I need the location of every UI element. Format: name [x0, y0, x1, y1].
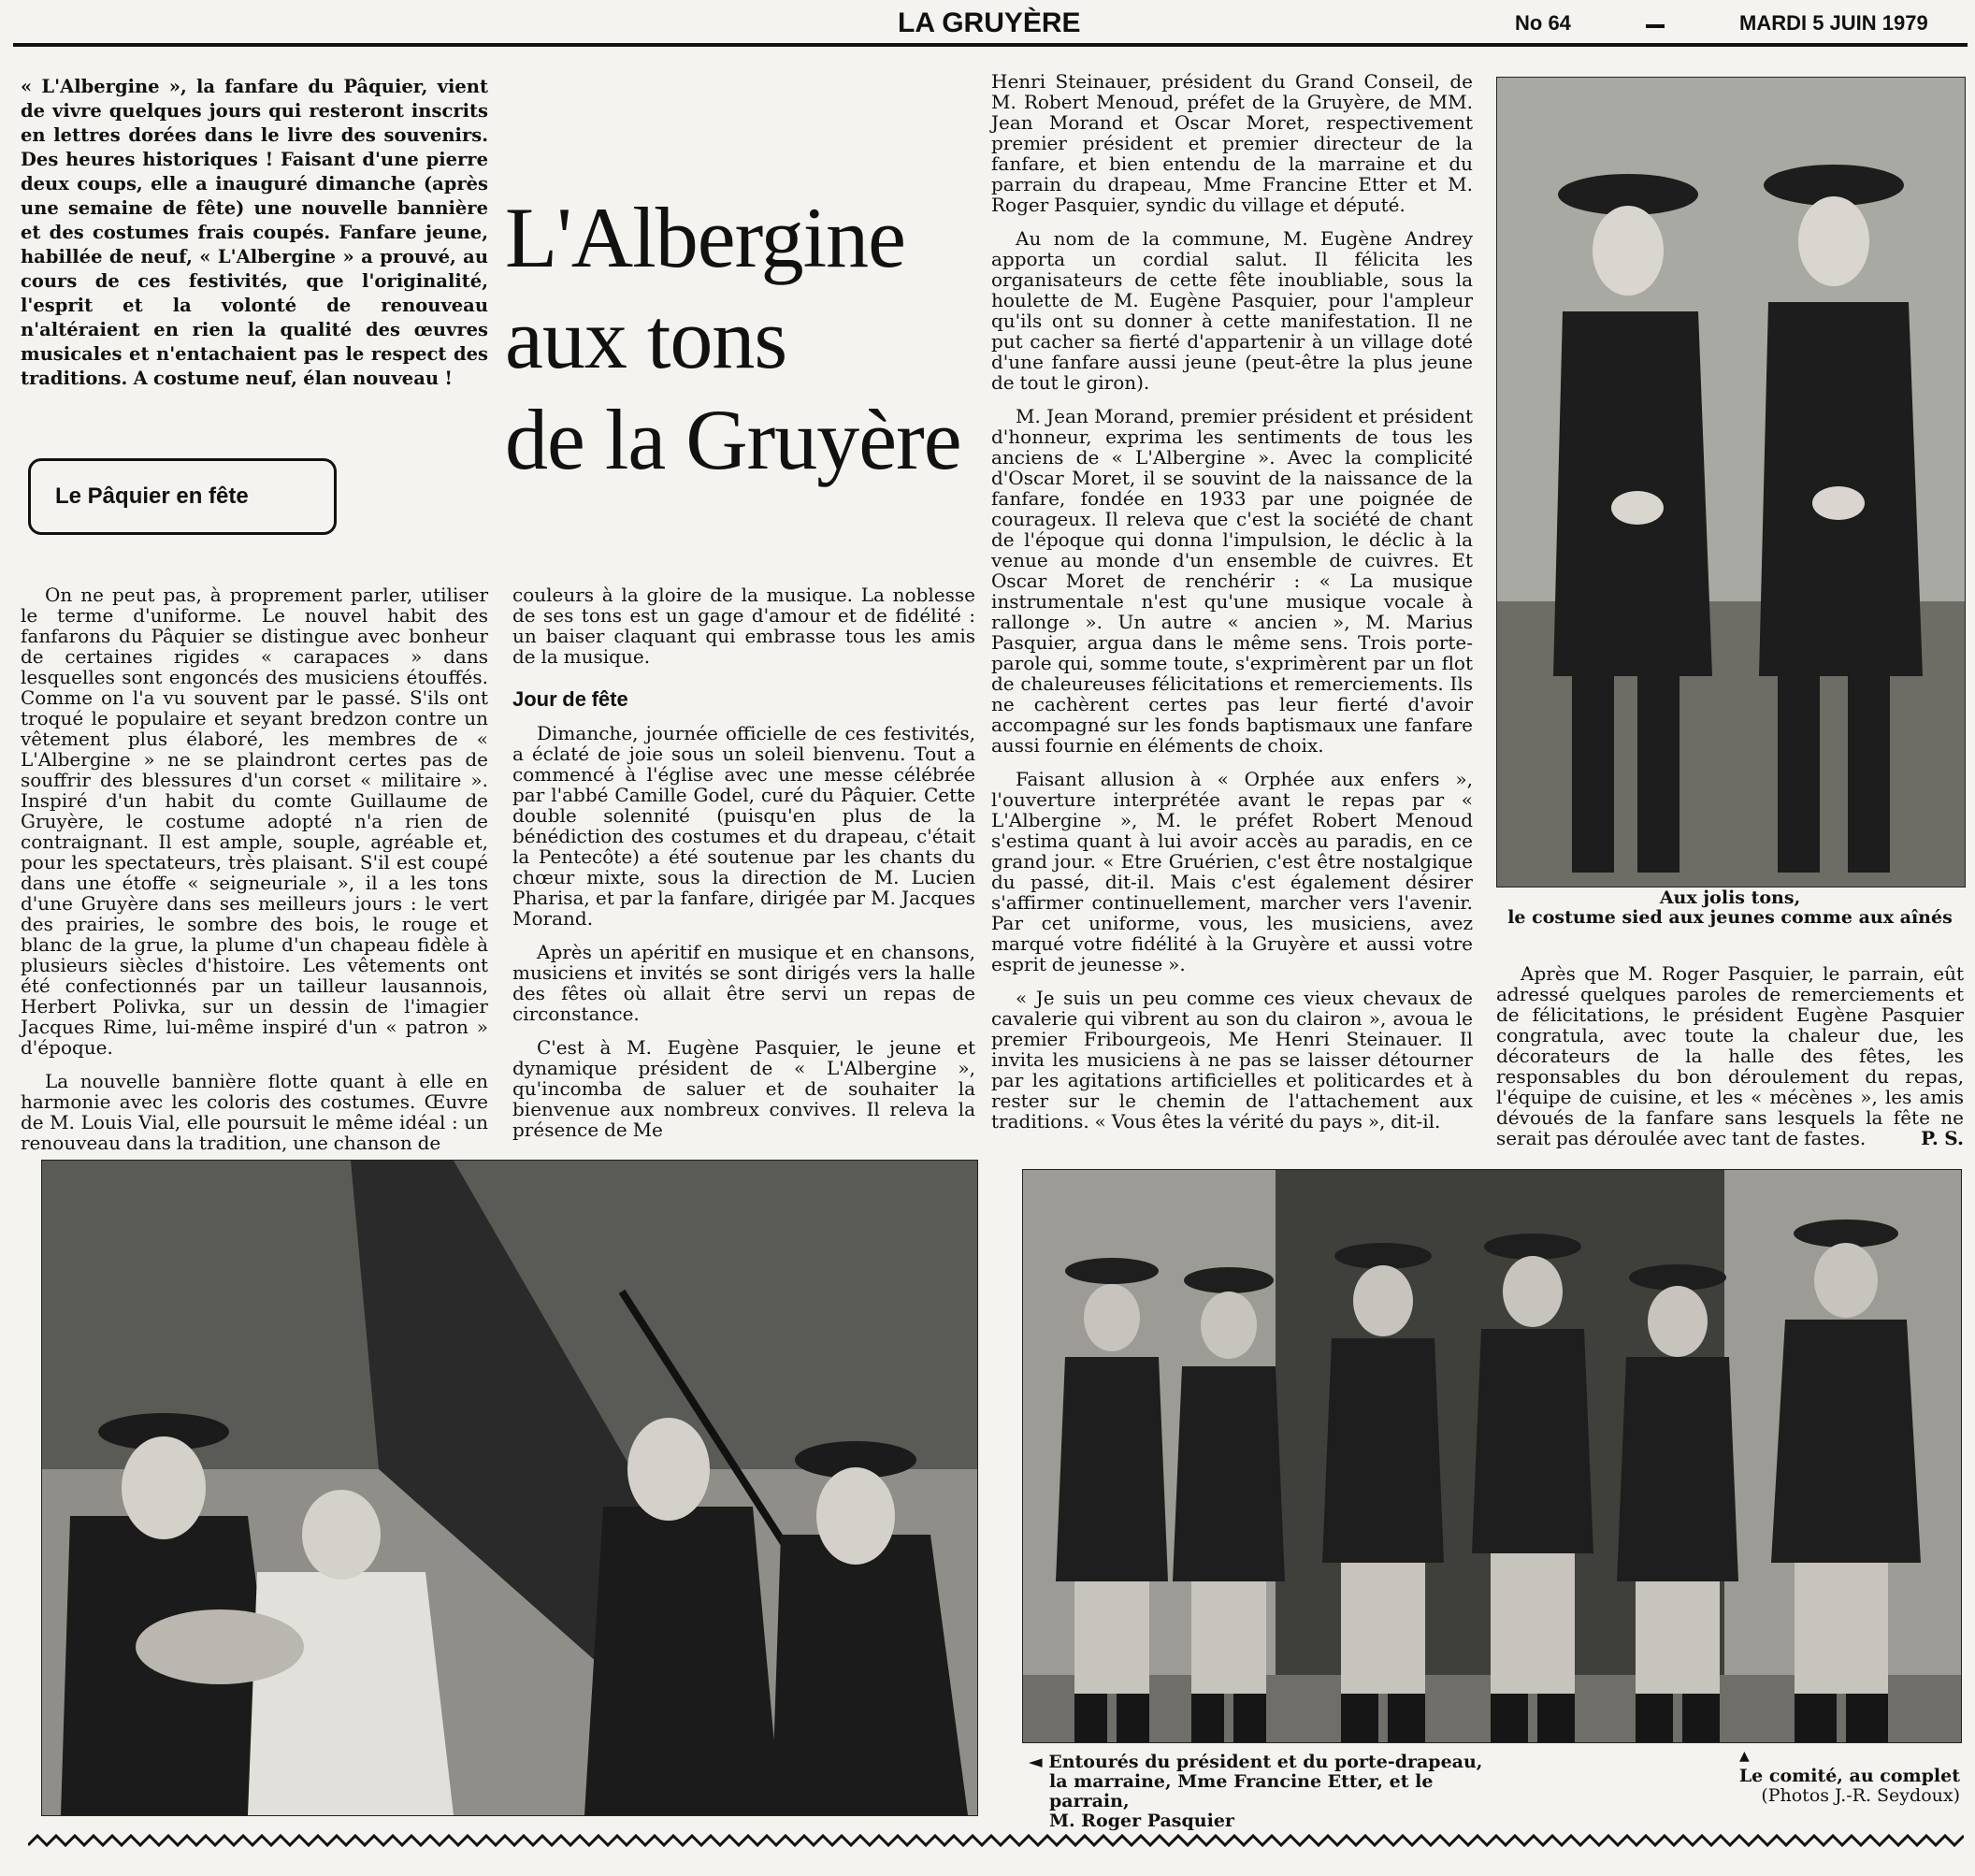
- caption-line: Le comité, au complet: [1738, 1766, 1960, 1786]
- headline-line-3: de la Gruyère: [505, 392, 961, 487]
- wavy-rule-graphic: [28, 1834, 1964, 1847]
- col2-paragraph: C'est à M. Eugène Pasquier, le jeune et dynamique président de « L'Albergine », qu'incomba de saluer et de souhaiter la bienvenue aux nombreux convives. Il releva la présence de Me: [512, 1036, 975, 1141]
- photo-banner-group: [41, 1160, 978, 1816]
- caption-line: ◄ Entourés du président et du porte-drapeau,: [1029, 1752, 1483, 1772]
- headline-line-2: aux tons: [505, 291, 787, 386]
- col1-paragraph: La nouvelle bannière flotte quant à elle en harmonie avec les coloris des costumes. Œuvre de M. Louis Vial, elle poursuit le même idéal : un renouveau dans la tradition, une chanson de: [21, 1070, 488, 1154]
- article-column-4: [1496, 963, 1964, 1148]
- photo-committee-graphic: [1023, 1170, 1961, 1742]
- masthead-issue-number: No 64: [1515, 11, 1571, 35]
- caption-arrow: ▲: [1739, 1749, 1750, 1764]
- photo-banner-group-graphic: [42, 1161, 977, 1815]
- intro-paragraph: « L'Albergine », la fanfare du Pâquier, vient de vivre quelques jours qui resteront inscrits en lettres dorées dans le livre des souvenirs. Des heures historiques ! Faisant d'une pierre deux coups, elle a inauguré dimanche (après une semaine de fête) une nouvelle bannière et des costumes frais coupés. Fanfare jeune, habillée de neuf, « L'Albergine » a prouvé, au cours de ces festivités, que l'originalité, l'esprit et la volonté de renouveau n'altéraient en rien la qualité des œuvres musicales et n'entachaient pas le respect des traditions. A costume neuf, élan nouveau !: [21, 76, 488, 389]
- caption-line: le costume sied aux jeunes comme aux aînés: [1507, 907, 1953, 928]
- kicker-box: [28, 458, 337, 535]
- caption-line: Aux jolis tons,: [1659, 887, 1801, 908]
- article-column-1: [21, 584, 488, 1166]
- col2-paragraph: Après un apéritif en musique et en chansons, musiciens et invités se sont dirigés vers la halle des fêtes où allait être servi un repas de circonstance.: [512, 941, 975, 1025]
- caption-line: M. Roger Pasquier: [1049, 1811, 1234, 1831]
- col2-paragraph: Dimanche, journée officielle de ces festivités, a éclaté de joie sous un soleil bienvenu. Tout a commencé à l'église avec une messe célébrée par l'abbé Camille Godel, curé du Pâquier. Cette double solennité (puisqu'en plus de la bénédiction des costumes et du drapeau, c'était la Pentecôte) a été soutenue par les chants du chœur mixte, sous la direction de M. Lucien Pharisa, et par la fanfare, dirigée par M. Jacques Morand.: [512, 722, 975, 930]
- signature: P. S.: [1921, 1127, 1964, 1149]
- photo-two-musicians-graphic: [1497, 78, 1965, 887]
- caption-line: la marraine, Mme Francine Etter, et le parrain,: [1049, 1771, 1434, 1811]
- col3-paragraph: Au nom de la commune, M. Eugène Andrey apporta un cordial salut. Il félicita les organisateurs de cette fête inoubliable, sous la houlette de M. Eugène Pasquier, pour l'ampleur qu'ils ont su donner à cette manifestation. Il ne put cacher sa fierté d'appartenir à un village doté d'une fanfare aussi jeune (peut-être la plus jeune de tout le giron).: [991, 227, 1473, 394]
- bottom-wavy-rule: [28, 1833, 1964, 1846]
- col3-paragraph: « Je suis un peu comme ces vieux chevaux de cavalerie qui vibrent au son du clairon », avoua le premier Fribourgeois, Me Henri Steinauer. Il invita les musiciens à ne pas se laisser détourner par les agitations artificielles et politicardes et à rester sur le chemin de l'attachement aux traditions. « Vous êtes la vérité du pays », dit-il.: [991, 987, 1473, 1133]
- col3-paragraph: M. Jean Morand, premier président et président d'honneur, exprima les sentiments de tous les anciens de « L'Albergine ». Avec la complicité d'Oscar Moret, il se souvint de la naissance de la fanfare, fondée en 1933 par une poignée de courageux. Il releva que c'est la société de chant de l'époque qui donna l'impulsion, le déclic à la venue au monde d'un ensemble de cuivres. Et Oscar Moret de renchérir : « La musique instrumentale n'est qu'une musique vocale à rallonge ». Un autre « ancien », M. Marius Pasquier, argua dans le même sens. Trois porte-parole qui, somme toute, s'exprimèrent par un flot de chaleureuses félicitations et remerciements. Ils ne cachèrent certes pas leur fierté d'avoir accompagné sur les fonds baptismaux une fanfare aussi fournie en éléments de choix.: [991, 405, 1473, 757]
- photo-credit: (Photos J.-R. Seydoux): [1761, 1785, 1960, 1806]
- photo-committee: [1022, 1169, 1962, 1743]
- article-column-2: [512, 584, 975, 1153]
- caption-left: [1029, 1753, 1515, 1831]
- col2-paragraph: couleurs à la gloire de la musique. La noblesse de ses tons est un gage d'amour et de fidélité : un baiser claquant qui embrasse tous les amis de la musique.: [512, 584, 975, 668]
- masthead-dash: [1646, 24, 1665, 28]
- col3-paragraph: Henri Steinauer, président du Grand Conseil, de M. Robert Menoud, préfet de la Gruyère, de MM. Jean Morand et Oscar Moret, respectivement premier président et premier directeur de la fanfare, et bien entendu de la marraine et du parrain du drapeau, Mme Francine Etter et M. Roger Pasquier, syndic du village et député.: [991, 70, 1473, 216]
- col1-paragraph: On ne peut pas, à proprement parler, utiliser le terme d'uniforme. Le nouvel habit des fanfarons du Pâquier se distingue avec bonheur de certaines rigides « carapaces » dans lesquelles sont engoncés des musiciens étouffés. Comme on l'a vu souvent par le passé. S'ils ont troqué le populaire et seyant bredzon contre un vêtement plus élaboré, les membres de « L'Albergine » ne se plaindront certes pas de souffrir des blessures d'un corset « militaire ». Inspiré d'un habit du comte Guillaume de Gruyère, le costume adopté n'a rien de contraignant. Il est ample, souple, agréable et, pour les spectateurs, très plaisant. S'il est coupé dans une étoffe « seigneuriale », il a les tons d'une Gruyère dans ses meilleurs jours : le vert des prairies, le sombre des bois, le rouge et blanc de la grue, la plume d'un chapeau fidèle à plusieurs siècles d'histoire. Les vêtements ont été confectionnés par un tailleur lausannois, Herbert Polivka, sur un dessin de l'imagier Jacques Rime, lui-même inspiré d'un « patron » d'époque.: [21, 584, 488, 1059]
- photo-two-musicians: [1496, 77, 1966, 887]
- masthead-paper-name: LA GRUYÈRE: [898, 7, 1081, 38]
- col4-paragraph: Après que M. Roger Pasquier, le parrain, eût adressé quelques paroles de remerciements et de félicitations, le président Eugène Pasquier congratula, avec toute la chaleur due, les décorateurs de la halle des fêtes, les responsables du bon déroulement du repas, l'équipe de cuisine, et les « mécènes », les amis dévoués de la fanfare sans lesquels la fête ne serait pas déroulée avec tant de fastes.: [1496, 962, 1964, 1149]
- article-column-3: [991, 71, 1473, 1145]
- headline: [505, 187, 982, 490]
- kicker-label: Le Pâquier en fête: [55, 483, 249, 509]
- masthead-rule: [13, 43, 1968, 47]
- caption-right: [1702, 1747, 1960, 1806]
- section-subhead: Jour de fête: [512, 687, 628, 711]
- headline-line-1: L'Albergine: [505, 190, 905, 285]
- col3-paragraph: Faisant allusion à « Orphée aux enfers », l'ouverture interprétée avant le repas par « L'Albergine », M. le préfet Robert Menoud s'estima quant à lui avoir accès au paradis, en ce grand jour. « Etre Gruérien, c'est être nostalgique du passé, dit-il. Mais c'est également désirer s'affirmer continuellement, marcher vers l'avenir. Par cet uniforme, vous, les musiciens, avez marqué votre fidélité à la Gruyère et aussi votre esprit de jeunesse ».: [991, 768, 1473, 975]
- photo-two-musicians-caption: [1496, 888, 1964, 928]
- masthead-date: MARDI 5 JUIN 1979: [1739, 11, 1928, 35]
